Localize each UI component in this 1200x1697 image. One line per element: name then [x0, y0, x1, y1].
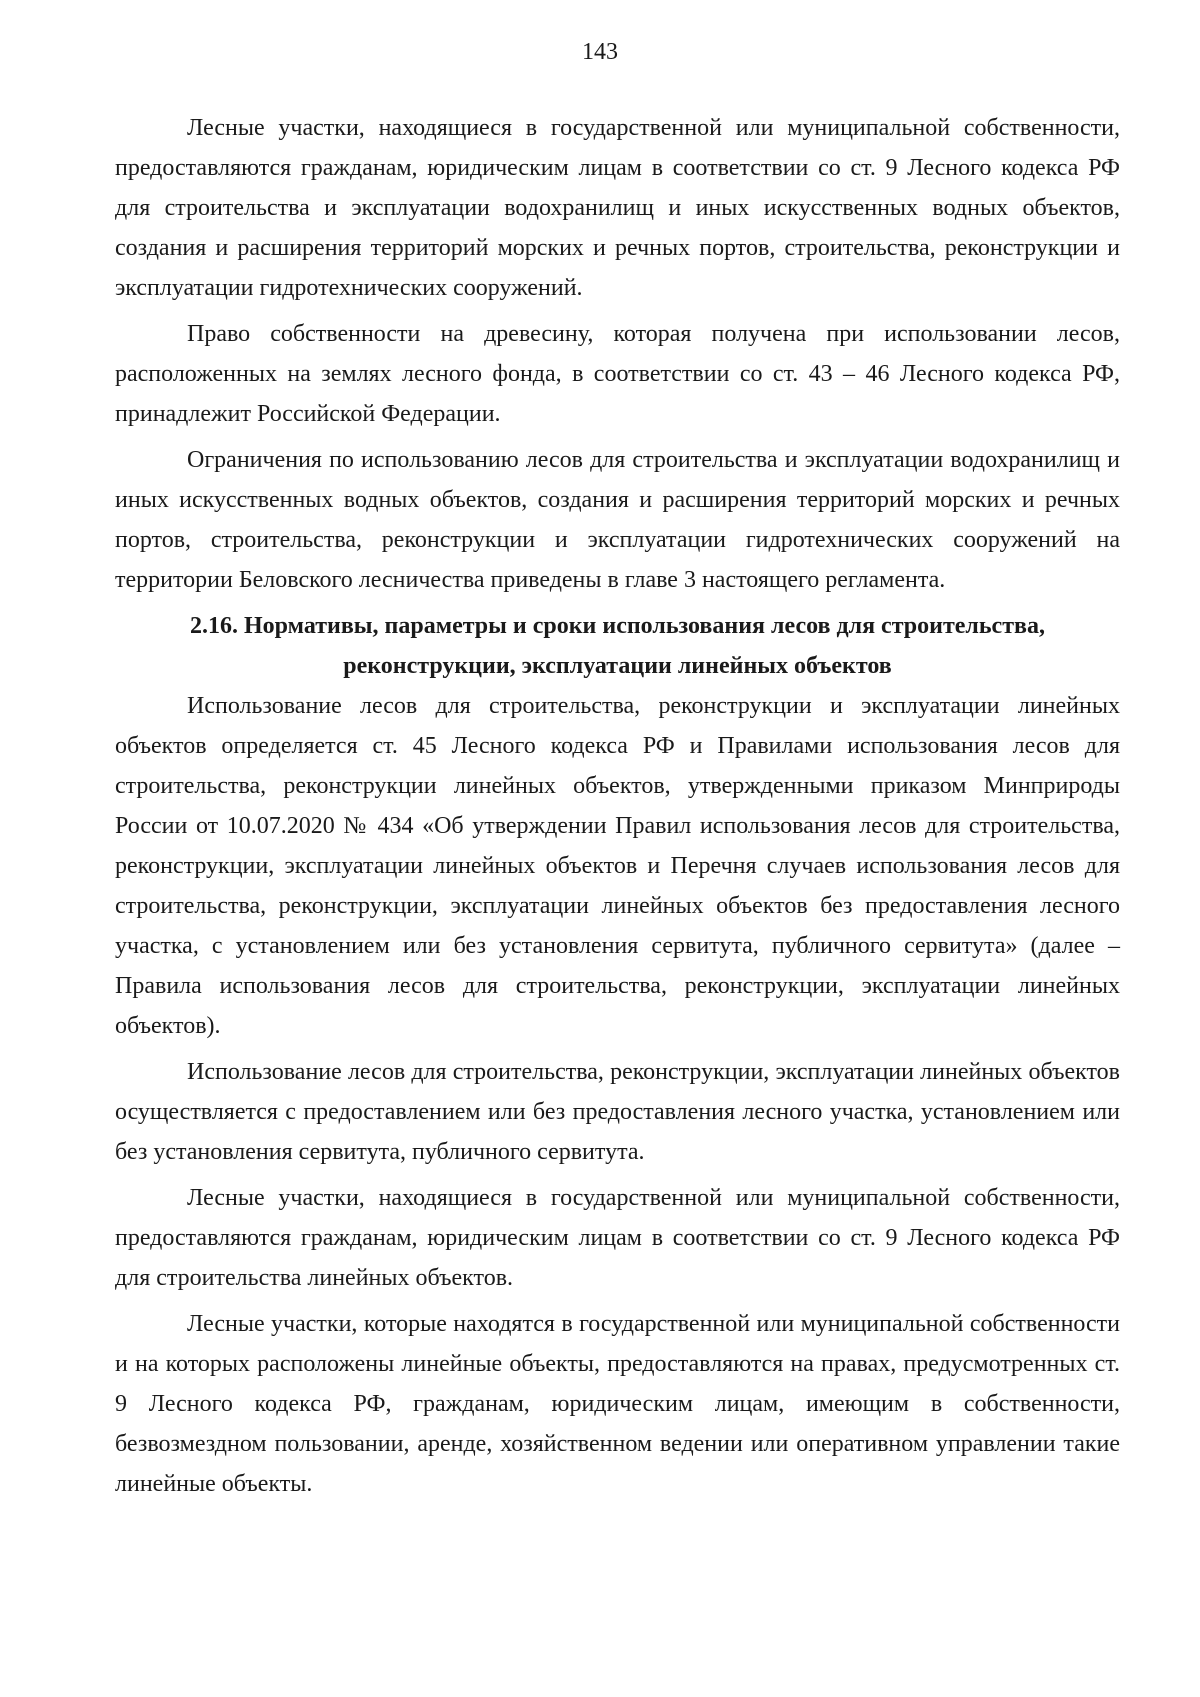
- section-heading-line: реконструкции, эксплуатации линейных объектов: [343, 653, 892, 679]
- paragraph: Использование лесов для строительства, реконструкции и эксплуатации линейных объектов определяется ст. 45 Лесного кодекса РФ и Правилами использования лесов для строительства, реконструкции линейных объектов, утвержденными приказом Минприроды России от 10.07.2020 № 434 «Об утверждении Правил использования лесов для строительства, реконструкции, эксплуатации линейных объектов и Перечня случаев использования лесов для строительства, реконструкции, эксплуатации линейных объектов без предоставления лесного участка, с установлением или без установления сервитута, публичного сервитута» (далее – Правила использования лесов для строительства, реконструкции, эксплуатации линейных объектов).: [115, 693, 1120, 1039]
- paragraph: Право собственности на древесину, которая получена при использовании лесов, расположенных на землях лесного фонда, в соответствии со ст. 43 – 46 Лесного кодекса РФ, принадлежит Российской Федерации.: [115, 321, 1120, 427]
- page-content: [115, 108, 1120, 1510]
- paragraph: Лесные участки, находящиеся в государственной или муниципальной собственности, предоставляются гражданам, юридическим лицам в соответствии со ст. 9 Лесного кодекса РФ для строительства линейных объектов.: [115, 1185, 1120, 1291]
- paragraph: Использование лесов для строительства, реконструкции, эксплуатации линейных объектов осуществляется с предоставлением или без предоставления лесного участка, установлением или без установления сервитута, публичного сервитута.: [115, 1059, 1120, 1165]
- section-heading-line: 2.16. Нормативы, параметры и сроки использования лесов для строительства,: [190, 613, 1045, 639]
- page-number: 143: [582, 39, 618, 65]
- paragraph: Лесные участки, находящиеся в государственной или муниципальной собственности, предоставляются гражданам, юридическим лицам в соответствии со ст. 9 Лесного кодекса РФ для строительства и эксплуатации водохранилищ и иных искусственных водных объектов, создания и расширения территорий морских и речных портов, строительства, реконструкции и эксплуатации гидротехнических сооружений.: [115, 115, 1120, 301]
- paragraph: Лесные участки, которые находятся в государственной или муниципальной собственности и на которых расположены линейные объекты, предоставляются на правах, предусмотренных ст. 9 Лесного кодекса РФ, гражданам, юридическим лицам, имеющим в собственности, безвозмездном пользовании, аренде, хозяйственном ведении или оперативном управлении такие линейные объекты.: [115, 1311, 1120, 1497]
- paragraph: Ограничения по использованию лесов для строительства и эксплуатации водохранилищ и иных искусственных водных объектов, создания и расширения территорий морских и речных портов, строительства, реконструкции и эксплуатации гидротехнических сооружений на территории Беловского лесничества приведены в главе 3 настоящего регламента.: [115, 447, 1120, 593]
- section-heading: [115, 606, 1120, 686]
